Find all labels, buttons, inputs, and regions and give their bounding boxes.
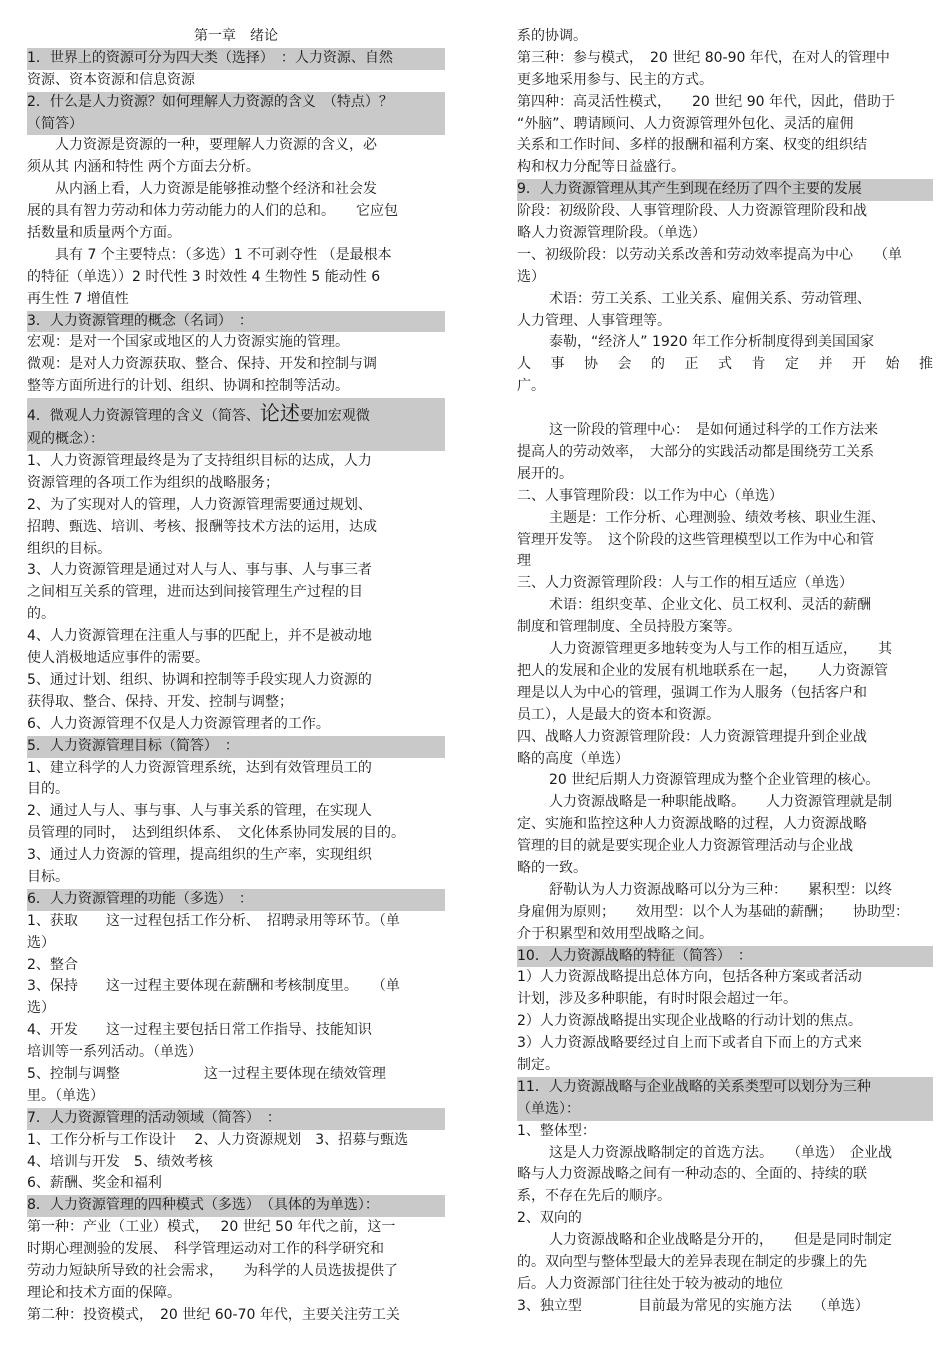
text-line: 系的协调。 — [517, 28, 587, 44]
text-line: 2、为了实现对人的管理，人力资源管理需要通过规划、 — [27, 496, 372, 513]
heading-text-tail: 要加宏观微 — [299, 408, 370, 425]
text-line: 三、人力资源管理阶段：人与工作的相互适应（单选） — [517, 575, 853, 592]
section-heading-line: 6．人力资源管理的功能（多选） ： — [27, 889, 445, 911]
text-line: 提高人的劳动效率， 大部分的实践活动都是围绕劳工关系 — [517, 444, 874, 461]
left-column — [27, 26, 445, 1327]
section-heading-line: 2．什么是人力资源？如何理解人力资源的含义 （特点）？ — [27, 92, 445, 114]
text-line: 第一种：产业（工业）模式， 20 世纪 50 年代之前，这一 — [27, 1219, 396, 1236]
text-line: 资源管理的各项工作为组织的战略服务； — [27, 474, 279, 491]
text-line: 6、薪酬、奖金和福利 — [27, 1175, 162, 1192]
text-line: 第四种：高灵活性模式， 20 世纪 90 年代，因此，借助于 — [517, 93, 895, 110]
text-line: 3、独立型 目前最为常见的实施方法 （单选） — [517, 1297, 869, 1314]
text-line: 目标。 — [27, 868, 69, 885]
text-line: 具有 7 个主要特点：（多选）1 不可剥夺性 （是最根本 — [55, 246, 392, 263]
text-line: 从内涵上看，人力资源是能够推动整个经济和社会发 — [55, 181, 377, 198]
text-line: 宏观：是对一个国家或地区的人力资源实施的管理。 — [27, 334, 349, 351]
text-line: 身雇佣为原则； 效用型：以个人为基础的薪酬； 协助型： — [517, 903, 909, 920]
text-line: 广。 — [517, 378, 545, 395]
text-line: 的。 — [27, 606, 55, 623]
text-line: 管理的目的就是要实现企业人力资源管理活动与企业战 — [517, 838, 853, 855]
text-line: 管理开发等。 这个阶段的这些管理模型以工作为中心和管 — [517, 531, 874, 548]
text-line: 再生性 7 增值性 — [27, 290, 129, 307]
text-line: 人力资源战略和企业战略是分开的， 但是是同时制定 — [549, 1232, 892, 1249]
text-line: 的特征（单选））2 时代性 3 时效性 4 生物性 5 能动性 6 — [27, 268, 381, 285]
text-line: 之间相互关系的管理，进而达到间接管理生产过程的目 — [27, 584, 363, 601]
text-line: 构和权力分配等日益盛行。 — [517, 159, 685, 176]
section-heading-line: 5．人力资源管理目标（简答） ： — [27, 736, 445, 758]
text-line: 微观：是对人力资源获取、整合、保持、开发和控制与调 — [27, 356, 377, 373]
text-line: 员管理的同时， 达到组织体系、 文化体系协同发展的目的。 — [27, 825, 405, 842]
text-line: 组织的目标。 — [27, 540, 111, 557]
text-line: 1、建立科学的人力资源管理系统，达到有效管理员工的 — [27, 759, 372, 776]
text-line: 理是以人为中心的管理，强调工作为人服务（包括客户和 — [517, 684, 867, 701]
text-line: 的。双向型与整体型最大的差异表现在制定的步骤上的先 — [517, 1253, 867, 1270]
text-line: 使人消极地适应事件的需要。 — [27, 650, 209, 667]
text-line: 劳动力短缺所导致的社会需求， 为科学的人员选拔提供了 — [27, 1262, 398, 1279]
text-line: 略与人力资源战略之间有一种动态的、全面的、持续的联 — [517, 1166, 867, 1183]
text-line: 3、通过人力资源的管理，提高组织的生产率，实现组织 — [27, 847, 372, 864]
section-heading-line: 第一章 绪论 — [194, 28, 278, 44]
text-line: 略的一致。 — [517, 859, 587, 876]
text-line: 阶段：初级阶段、人事管理阶段、人力资源管理阶段和战 — [517, 203, 867, 220]
text-line: 泰勒，“经济人” 1920 年工作分析制度得到美国国家 — [549, 334, 875, 351]
text-line: 括数量和质量两个方面。 — [27, 225, 181, 242]
text-line: 理论和技术方面的保障。 — [27, 1284, 181, 1301]
text-line: 略人力资源管理阶段。（单选） — [517, 225, 706, 242]
text-line: 2、通过人与人、事与事、人与事关系的管理，在实现人 — [27, 803, 372, 820]
text-line: 制定。 — [517, 1056, 559, 1073]
text-line: 人力资源战略是一种职能战略。 人力资源管理就是制 — [549, 794, 892, 811]
text-line: 主题是：工作分析、心理测验、绩效考核、职业生涯、 — [549, 509, 885, 526]
text-line: 员工），人是最大的资本和资源。 — [517, 706, 720, 723]
text-line: 目的。 — [27, 781, 69, 798]
text-line: 一、初级阶段：以劳动关系改善和劳动效率提高为中心 （单 — [517, 246, 902, 263]
section-heading-line — [27, 398, 445, 429]
text-line — [517, 398, 933, 420]
text-line: 20 世纪后期人力资源管理成为整个企业管理的核心。 — [549, 772, 880, 789]
text-line: 1、工作分析与工作设计 2、人力资源规划 3、招募与甄选 — [27, 1131, 409, 1148]
text-line: 时期心理测验的发展、 科学管理运动对工作的科学研究和 — [27, 1241, 384, 1258]
text-line: 这是人力资源战略制定的首选方法。 （单选） 企业战 — [549, 1144, 892, 1161]
text-line: 2）人力资源战略提出实现企业战略的行动计划的焦点。 — [517, 1013, 862, 1030]
text-line: 4、开发 这一过程主要包括日常工作指导、技能知识 — [27, 1022, 372, 1039]
text-line: 理 — [517, 553, 531, 570]
text-line: 术语：劳工关系、工业关系、雇佣关系、劳动管理、 — [549, 290, 871, 307]
text-line: 里。（单选） — [27, 1087, 104, 1104]
text-line: 制度和管理制度、全员持股方案等。 — [517, 619, 741, 636]
text-line: 获得取、整合、保持、开发、控制与调整； — [27, 693, 293, 710]
text-line: 6、人力资源管理不仅是人力资源管理者的工作。 — [27, 715, 330, 732]
text-line: 二、人事管理阶段：以工作为中心（单选） — [517, 487, 783, 504]
text-line: 2、整合 — [27, 956, 78, 973]
text-line: 略的高度（单选） — [517, 750, 629, 767]
text-line: 资源、资本资源和信息资源 — [27, 71, 195, 88]
text-line: 1、整体型： — [517, 1122, 596, 1139]
text-line: 后。人力资源部门往往处于较为被动的地位 — [517, 1275, 783, 1292]
text-line: 第二种：投资模式， 20 世纪 60-70 年代，主要关注劳工关 — [27, 1306, 400, 1323]
text-line: 人力资源管理更多地转变为人与工作的相互适应， 其 — [549, 641, 892, 658]
text-line: 1、人力资源管理最终是为了支持组织目标的达成，人力 — [27, 453, 372, 470]
section-heading-line: （简答） — [27, 114, 445, 136]
text-line: 选） — [27, 1000, 55, 1017]
text-line: 5、控制与调整 这一过程主要体现在绩效管理 — [27, 1065, 386, 1082]
emphasis-word: 论述 — [259, 401, 300, 426]
text-line: 1）人力资源战略提出总体方向，包括各种方案或者活动 — [517, 969, 862, 986]
text-line: 介于积累型和效用型战略之间。 — [517, 925, 713, 942]
text-line: 人力资源是资源的一种，要理解人力资源的含义，必 — [55, 137, 377, 154]
text-line: 定、实施和监控这种人力资源战略的过程，人力资源战略 — [517, 816, 867, 833]
text-line: 4、培训与开发 5、绩效考核 — [27, 1153, 213, 1170]
section-heading-line: 8．人力资源管理的四种模式（多选） （具体的为单选）： — [27, 1195, 445, 1217]
section-heading-line: （单选）： — [517, 1099, 933, 1121]
text-line: 人力管理、人事管理等。 — [517, 312, 671, 329]
text-line: 须从其 内涵和特性 两个方面去分析。 — [27, 159, 260, 176]
text-line: 培训等一系列活动。（单选） — [27, 1044, 202, 1061]
section-heading-line: 10．人力资源战略的特征（简答） ： — [517, 946, 933, 968]
text-line: 4、人力资源管理在注重人与事的匹配上，并不是被动地 — [27, 628, 372, 645]
text-line: 计划，涉及多种职能，有时时限会超过一年。 — [517, 991, 797, 1008]
heading-text: 4．微观人力资源管理的含义（简答、 — [27, 408, 260, 425]
text-line: 人事协会的正式肯定并开始推 — [517, 356, 933, 373]
text-line: 5、通过计划、组织、协调和控制等手段实现人力资源的 — [27, 671, 372, 688]
text-line: 关系和工作时间、多样的报酬和福利方案、权变的组织结 — [517, 137, 867, 154]
section-heading-line: 7．人力资源管理的活动领域（简答） ： — [27, 1108, 445, 1130]
section-heading-line: 3．人力资源管理的概念（名词） ： — [27, 311, 445, 333]
section-heading-line: 9．人力资源管理从其产生到现在经历了四个主要的发展 — [517, 179, 933, 201]
text-line: 把人的发展和企业的发展有机地联系在一起， 人力资源管 — [517, 662, 888, 679]
text-line: 招聘、甄选、培训、考核、报酬等技术方法的运用，达成 — [27, 518, 377, 535]
text-line: 3、人力资源管理是通过对人与人、事与事、人与事三者 — [27, 562, 372, 579]
text-line: “外脑”、聘请顾问、人力资源管理外包化、灵活的雇佣 — [517, 115, 854, 132]
text-line: 选） — [27, 934, 55, 951]
text-line: 更多地采用参与、民主的方式。 — [517, 71, 713, 88]
text-line: 术语：组织变革、企业文化、员工权利、灵活的薪酬 — [549, 597, 871, 614]
section-heading-line: 11．人力资源战略与企业战略的关系类型可以划分为三种 — [517, 1077, 933, 1099]
text-line: 3）人力资源战略要经过自上而下或者自下而上的方式来 — [517, 1035, 862, 1052]
section-heading-line: 观的概念）： — [27, 429, 445, 451]
text-line: 舒勒认为人力资源战略可以分为三种： 累积型：以终 — [549, 881, 892, 898]
text-line: 1、获取 这一过程包括工作分析、 招聘录用等环节。（单 — [27, 912, 400, 929]
section-heading-line: 1．世界上的资源可分为四大类（选择） ：人力资源、自然 — [27, 48, 445, 70]
text-line: 3、保持 这一过程主要体现在薪酬和考核制度里。 （单 — [27, 978, 400, 995]
text-line: 系，不存在先后的顺序。 — [517, 1188, 671, 1205]
text-line: 整等方面所进行的计划、组织、协调和控制等活动。 — [27, 378, 349, 395]
text-line: 这一阶段的管理中心： 是如何通过科学的工作方法来 — [549, 422, 878, 439]
text-line: 展开的。 — [517, 465, 573, 482]
text-line: 第三种：参与模式， 20 世纪 80-90 年代，在对人的管理中 — [517, 49, 890, 66]
text-line: 展的具有智力劳动和体力劳动能力的人们的总和。 它应包 — [27, 203, 398, 220]
right-column — [517, 26, 933, 1318]
text-line: 2、双向的 — [517, 1210, 582, 1227]
text-line: 选） — [517, 268, 545, 285]
text-line: 四、战略人力资源管理阶段：人力资源管理提升到企业战 — [517, 728, 867, 745]
